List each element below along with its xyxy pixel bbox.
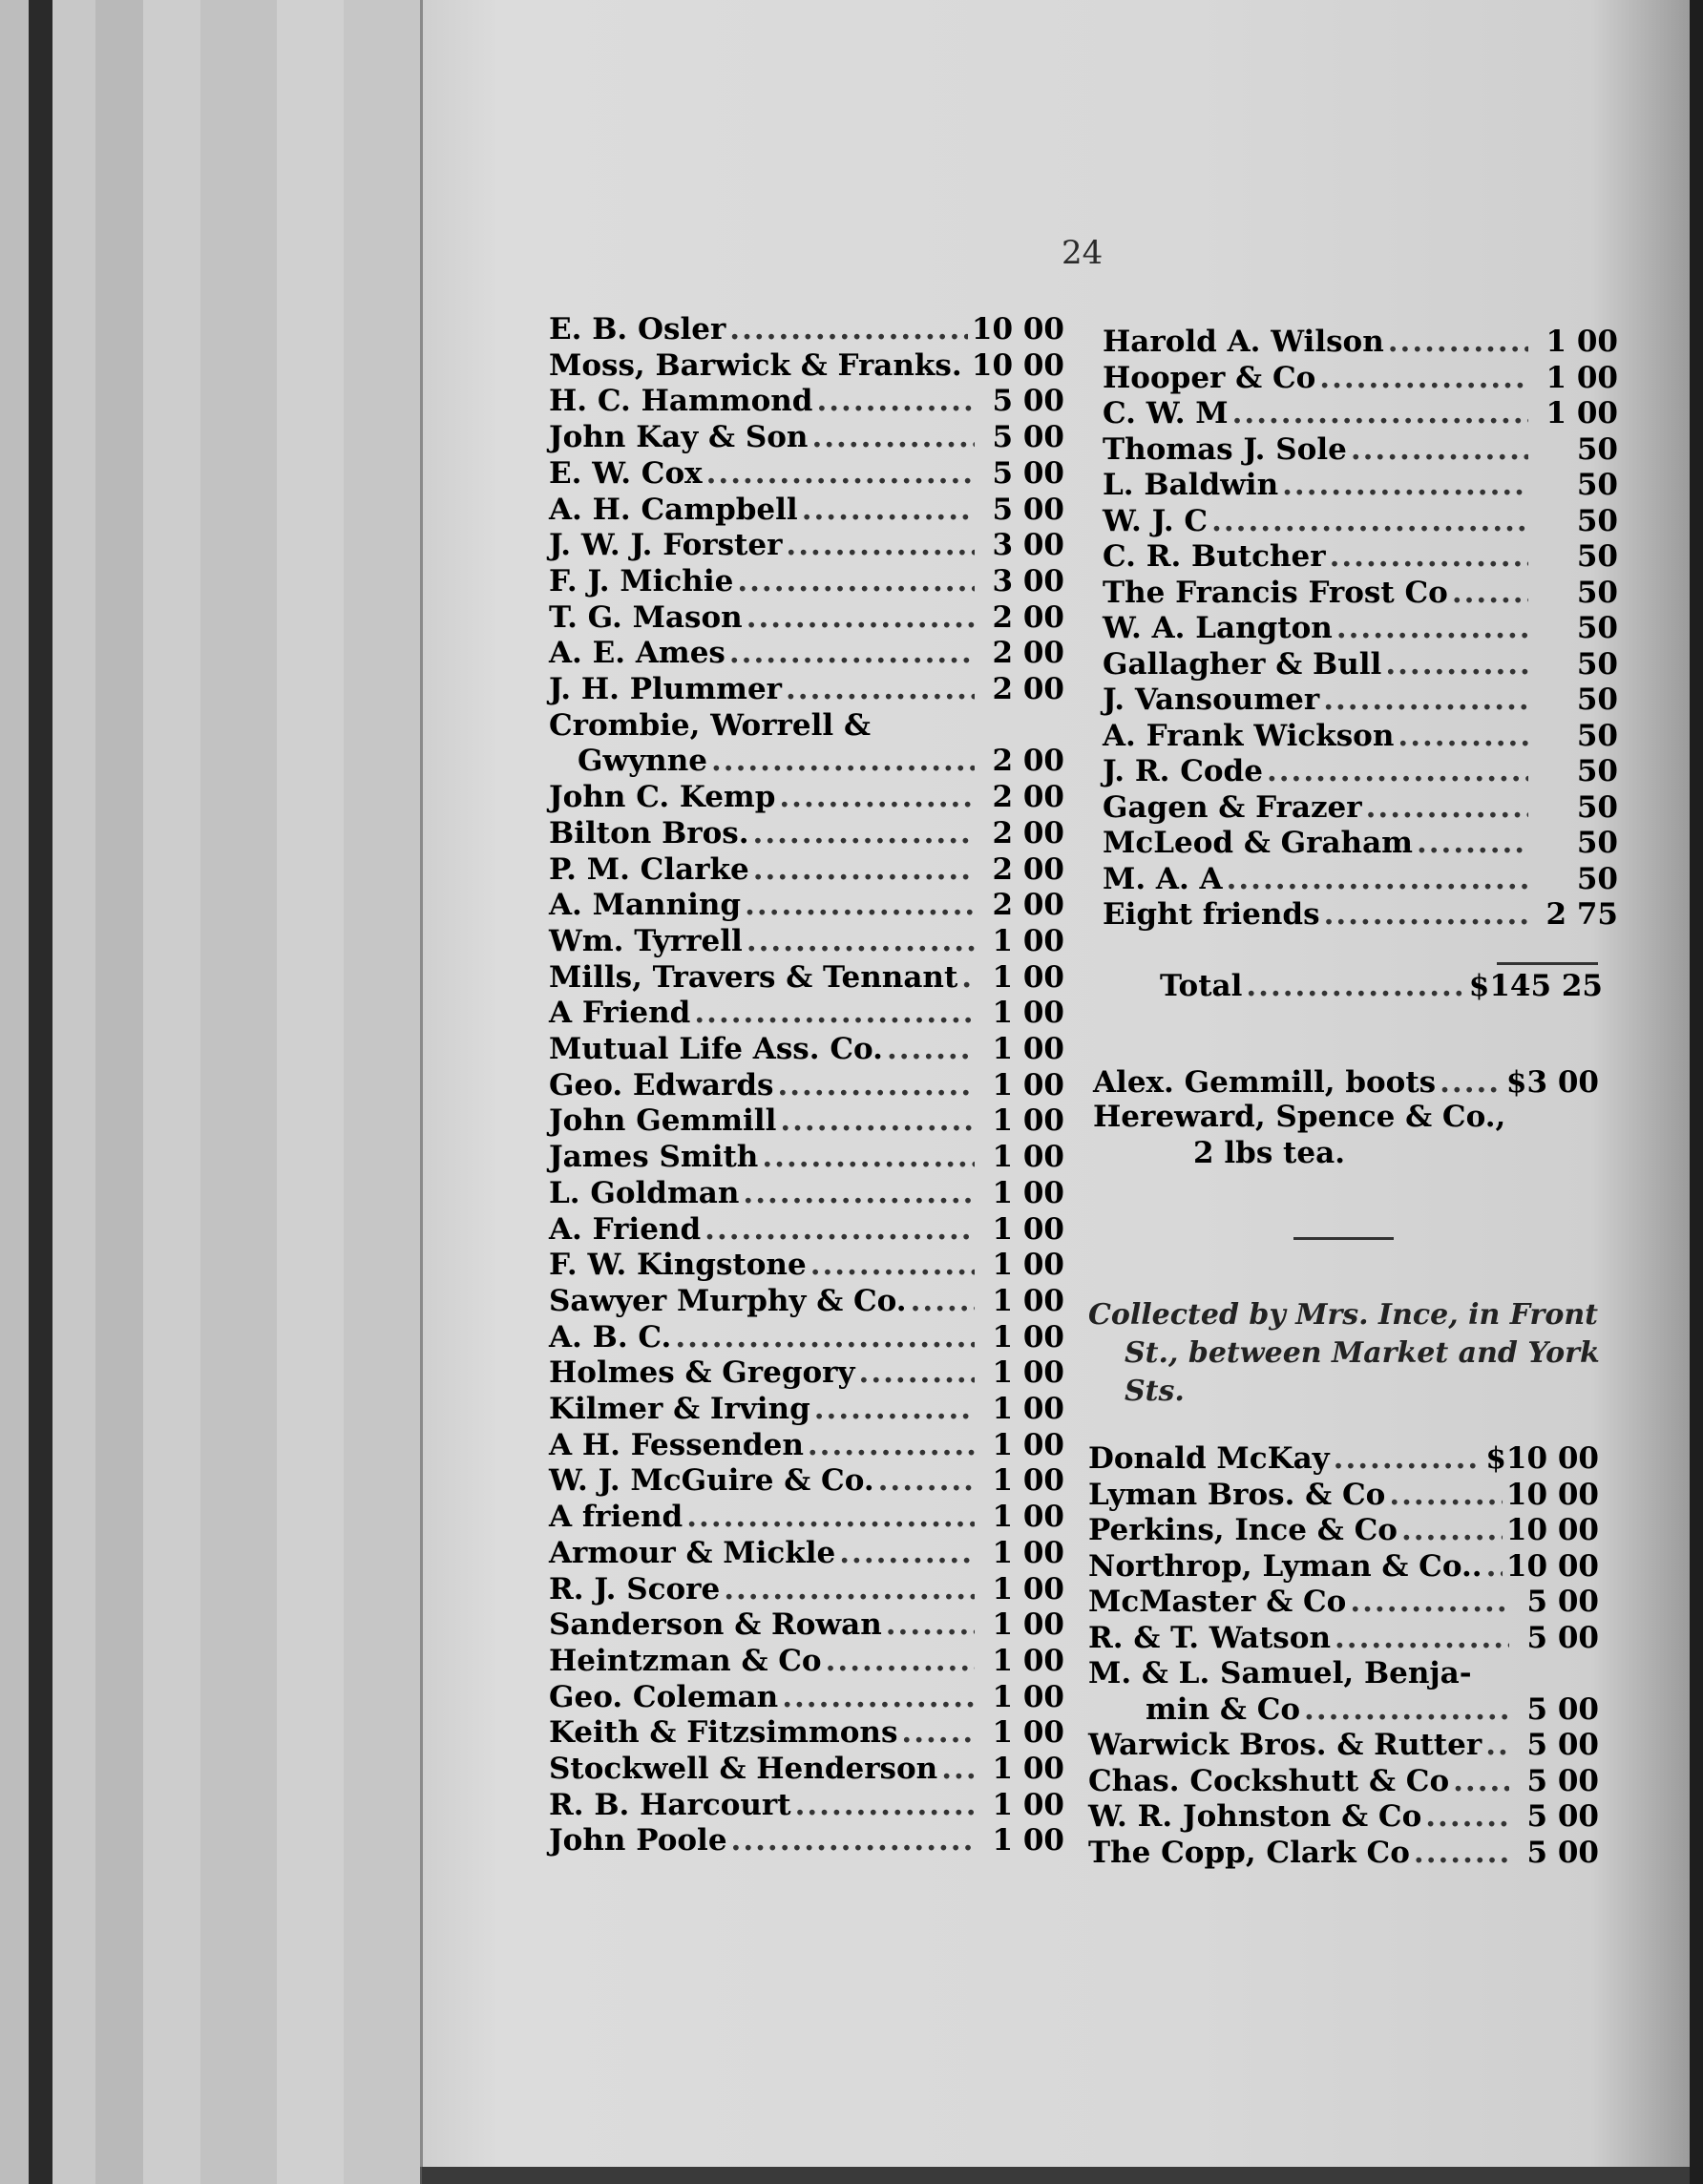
donor-name: R. B. Harcourt	[549, 1787, 791, 1822]
donor-row	[1088, 1764, 1599, 1798]
donor-name: John Kay & Son	[549, 420, 809, 455]
section-note-line-2: St., between Market and York	[1125, 1336, 1600, 1370]
donor-amount: 1 00	[992, 1607, 1064, 1643]
donor-name: John Poole	[549, 1823, 727, 1858]
donor-row	[1103, 862, 1618, 896]
donor-row	[549, 1355, 1064, 1390]
donor-row	[549, 1752, 1064, 1786]
donor-row	[549, 960, 1064, 995]
donor-row	[549, 888, 1064, 922]
donor-name: Mutual Life Ass. Co.	[549, 1032, 883, 1066]
donor-row	[1103, 432, 1618, 467]
donor-name: R. & T. Watson	[1088, 1620, 1331, 1655]
donor-name: Sawyer Murphy & Co.	[549, 1283, 907, 1318]
donor-name: M. A. A	[1103, 861, 1223, 896]
donor-amount: 1 00	[992, 1715, 1064, 1751]
total-amount: $145 25	[1468, 969, 1603, 1003]
donor-row	[1103, 897, 1618, 932]
donor-row	[549, 780, 1064, 814]
donor-name: A. H. Campbell	[549, 492, 798, 527]
donor-name: C. R. Butcher	[1103, 539, 1326, 574]
donor-amount: 50	[1576, 539, 1618, 574]
donor-row	[1103, 396, 1618, 430]
donor-name: E. B. Osler	[549, 312, 726, 346]
donor-amount: 2 00	[992, 815, 1064, 850]
donor-amount: 5 00	[992, 420, 1064, 455]
in-kind-amount: $3 00	[1505, 1065, 1599, 1100]
donor-name: min & Co	[1146, 1691, 1301, 1727]
donor-amount: 50	[1576, 611, 1618, 645]
donor-row	[1103, 325, 1618, 359]
donor-amount: 1 00	[992, 923, 1064, 958]
donor-name: A. E. Ames	[549, 636, 725, 671]
donor-row	[549, 600, 1064, 635]
donor-row	[549, 1536, 1064, 1570]
donor-amount: 1 00	[992, 1140, 1064, 1175]
donor-amount: 2 00	[992, 744, 1064, 779]
donor-name: J. Vansoumer	[1103, 682, 1320, 717]
donor-row	[549, 1572, 1064, 1606]
donor-amount: 10 00	[1505, 1513, 1599, 1547]
donor-name: James Smith	[549, 1140, 759, 1175]
donor-row	[549, 312, 1064, 346]
donor-name: Eight friends	[1103, 897, 1320, 932]
donor-name: Gallagher & Bull	[1103, 646, 1382, 682]
donor-name: A. Frank Wickson	[1103, 718, 1395, 753]
donor-name: Armour & Mickle	[549, 1535, 836, 1570]
donor-name: W. R. Johnston & Co	[1088, 1799, 1422, 1834]
donor-amount: 5 00	[1526, 1763, 1599, 1798]
donor-row	[549, 1823, 1064, 1858]
donor-amount: 1 00	[992, 996, 1064, 1031]
donor-name: McMaster & Co	[1088, 1585, 1347, 1619]
donor-amount: 1 00	[992, 1355, 1064, 1391]
donor-name: Sanderson & Rowan	[549, 1607, 882, 1643]
donor-row	[549, 528, 1064, 562]
donor-row	[549, 1463, 1064, 1498]
donor-name: Harold A. Wilson	[1103, 325, 1384, 359]
donor-amount: 50	[1576, 468, 1618, 502]
donor-row	[549, 996, 1064, 1030]
donor-amount: 50	[1576, 646, 1618, 682]
donor-amount: $10 00	[1485, 1441, 1599, 1476]
donor-name: E. W. Cox	[549, 455, 703, 491]
donor-amount: 1 00	[992, 1392, 1064, 1426]
donor-name: A friend	[549, 1500, 683, 1535]
donor-row	[549, 1500, 1064, 1534]
donor-name: Crombie, Worrell &	[549, 707, 871, 743]
donor-amount: 1 00	[992, 1787, 1064, 1822]
donor-row	[549, 1320, 1064, 1354]
donor-amount: 1 00	[1545, 396, 1618, 430]
section-note	[1088, 1296, 1604, 1411]
donor-row	[549, 1068, 1064, 1102]
donor-name: R. J. Score	[549, 1571, 721, 1606]
donor-row	[1088, 1799, 1599, 1834]
donor-amount: 1 00	[992, 1571, 1064, 1606]
donor-amount: 10 00	[971, 347, 1064, 383]
donor-amount: 5 00	[1526, 1620, 1599, 1655]
donor-row	[549, 493, 1064, 527]
donor-name: A. Friend	[549, 1211, 702, 1247]
donor-row	[578, 744, 1064, 778]
donor-row	[1103, 647, 1618, 682]
donor-name: F. W. Kingstone	[549, 1248, 807, 1283]
donor-row	[549, 348, 1064, 383]
donor-name: J. H. Plummer	[549, 672, 783, 706]
donor-row	[549, 1248, 1064, 1282]
section-divider	[1293, 1237, 1394, 1240]
donor-name: Hooper & Co	[1103, 360, 1316, 395]
donor-amount: 5 00	[1526, 1728, 1599, 1762]
donor-row	[1088, 1441, 1599, 1476]
donor-name: Holmes & Gregory	[549, 1355, 855, 1391]
donor-row	[549, 1032, 1064, 1066]
donor-amount: 2 00	[992, 636, 1064, 671]
donor-amount: 50	[1576, 789, 1618, 825]
donor-amount: 2 00	[992, 672, 1064, 706]
donor-name: Wm. Tyrrell	[549, 923, 743, 958]
donor-row	[1146, 1692, 1599, 1727]
donor-row	[549, 456, 1064, 491]
donor-row	[549, 1284, 1064, 1318]
donor-name: J. W. J. Forster	[549, 528, 783, 563]
donor-name: H. C. Hammond	[549, 384, 813, 419]
donor-amount: 3 00	[992, 528, 1064, 563]
donor-row	[1103, 754, 1618, 788]
donor-name: A Friend	[549, 996, 691, 1031]
donor-row	[549, 1607, 1064, 1642]
donor-amount: 5 00	[992, 492, 1064, 527]
donor-amount: 5 00	[1526, 1585, 1599, 1619]
donor-amount: 50	[1576, 861, 1618, 896]
donor-amount: 1 00	[992, 1679, 1064, 1714]
donor-name: Heintzman & Co	[549, 1643, 822, 1678]
in-kind-name: Alex. Gemmill, boots	[1093, 1065, 1437, 1100]
donor-name: McLeod & Graham	[1103, 826, 1413, 860]
donor-name: Geo. Coleman	[549, 1679, 779, 1714]
donor-name: J. R. Code	[1103, 754, 1263, 788]
donor-row	[1103, 576, 1618, 610]
donor-amount: 10 00	[1505, 1477, 1599, 1512]
donor-amount: 1 00	[992, 1463, 1064, 1499]
donor-row	[1088, 1513, 1599, 1547]
donor-row	[1088, 1728, 1599, 1762]
donor-name: L. Goldman	[549, 1175, 740, 1210]
donor-row	[1103, 611, 1618, 645]
donor-name: A. B. C.	[549, 1319, 672, 1354]
donor-row	[1103, 682, 1618, 717]
donor-row	[549, 1644, 1064, 1678]
donor-amount: 50	[1576, 826, 1618, 860]
donor-row	[549, 1428, 1064, 1462]
donor-amount: 50	[1576, 682, 1618, 717]
donor-row	[1103, 539, 1618, 574]
donor-row	[549, 924, 1064, 958]
donor-name: F. J. Michie	[549, 563, 734, 598]
donor-row	[549, 1680, 1064, 1714]
section-note-line-1: Collected by Mrs. Ince, in Front	[1088, 1298, 1599, 1332]
donor-row	[549, 1788, 1064, 1822]
donor-row	[1088, 1549, 1599, 1584]
donor-amount: 1 00	[992, 1752, 1064, 1786]
donor-amount: 2 75	[1545, 897, 1618, 932]
donor-amount: 1 00	[992, 1319, 1064, 1354]
donor-row	[1088, 1585, 1599, 1619]
donor-row	[549, 1103, 1064, 1138]
page-number: 24	[1062, 234, 1104, 272]
donor-name: Perkins, Ince & Co	[1088, 1513, 1398, 1547]
donor-name: Thomas J. Sole	[1103, 431, 1347, 467]
donor-row	[1103, 790, 1618, 825]
donor-row	[1103, 468, 1618, 502]
donor-row	[549, 816, 1064, 850]
donor-amount: 2 00	[992, 851, 1064, 887]
donor-name: T. G. Mason	[549, 599, 743, 635]
in-kind-line-2: Hereward, Spence & Co.,	[1093, 1100, 1506, 1134]
total-rule	[1497, 962, 1598, 965]
donor-name: Gwynne	[578, 744, 707, 779]
donor-amount: 1 00	[992, 959, 1064, 995]
donor-amount: 5 00	[992, 384, 1064, 419]
donor-amount: 2 00	[992, 599, 1064, 635]
page-binding-shadow	[1690, 0, 1703, 2184]
donor-name: Lyman Bros. & Co	[1088, 1477, 1386, 1512]
donor-amount: 1 00	[992, 1283, 1064, 1318]
donor-amount: 1 00	[1545, 325, 1618, 359]
total-row	[1160, 969, 1603, 1003]
donor-name: L. Baldwin	[1103, 468, 1279, 502]
donor-amount: 1 00	[992, 1248, 1064, 1283]
donor-amount: 1 00	[992, 1427, 1064, 1462]
donor-name: A. Manning	[549, 888, 742, 923]
donor-amount: 50	[1576, 503, 1618, 538]
donor-row	[1103, 504, 1618, 538]
total-label: Total	[1160, 969, 1243, 1003]
donor-amount: 1 00	[992, 1175, 1064, 1210]
donor-amount: 1 00	[992, 1211, 1064, 1247]
donor-amount: 2 00	[992, 888, 1064, 923]
section-note-line-3: Sts.	[1125, 1375, 1185, 1408]
donor-amount: 1 00	[992, 1823, 1064, 1858]
donor-name: Northrop, Lyman & Co..	[1088, 1548, 1482, 1584]
donor-amount: 1 00	[992, 1103, 1064, 1139]
donor-amount: 50	[1576, 575, 1618, 610]
donor-name: The Copp, Clark Co	[1088, 1835, 1410, 1870]
donor-row	[549, 1212, 1064, 1247]
donor-name: Mills, Travers & Tennant	[549, 959, 958, 995]
donor-amount: 1 00	[992, 1535, 1064, 1570]
donor-amount: 5 00	[1526, 1691, 1599, 1727]
donor-name: Gagen & Frazer	[1103, 789, 1362, 825]
donor-row	[1088, 1836, 1599, 1870]
donor-name: Chas. Cockshutt & Co	[1088, 1763, 1450, 1798]
donor-name: Moss, Barwick & Franks.	[549, 347, 962, 383]
donor-name: M. & L. Samuel, Benja-	[1088, 1656, 1472, 1690]
in-kind-row	[1093, 1065, 1599, 1100]
donor-row	[1103, 719, 1618, 753]
donor-name: Stockwell & Henderson	[549, 1752, 938, 1786]
donor-row	[549, 420, 1064, 454]
donor-name: Warwick Bros. & Rutter	[1088, 1728, 1482, 1762]
donor-name: Donald McKay	[1088, 1441, 1330, 1476]
donor-amount: 1 00	[992, 1643, 1064, 1678]
donor-name: W. J. C	[1103, 503, 1209, 538]
donor-name: Geo. Edwards	[549, 1067, 774, 1102]
donor-row	[549, 1715, 1064, 1750]
donor-row	[549, 708, 1064, 743]
donor-row	[549, 1176, 1064, 1210]
donor-row	[1103, 361, 1618, 395]
donor-amount: 1 00	[992, 1032, 1064, 1066]
donor-amount: 5 00	[1526, 1835, 1599, 1870]
donor-amount: 1 00	[992, 1500, 1064, 1535]
donor-name: John C. Kemp	[549, 780, 776, 815]
donor-name: Keith & Fitzsimmons	[549, 1715, 898, 1751]
donor-row	[549, 852, 1064, 887]
donor-amount: 5 00	[992, 455, 1064, 491]
donor-name: W. A. Langton	[1103, 611, 1333, 645]
donor-name: P. M. Clarke	[549, 851, 749, 887]
donor-amount: 5 00	[1526, 1799, 1599, 1834]
donor-row	[1088, 1621, 1599, 1655]
book-page-edges	[0, 0, 430, 2184]
donor-name: W. J. McGuire & Co.	[549, 1463, 874, 1499]
donor-name: The Francis Frost Co	[1103, 575, 1448, 610]
donor-row	[1088, 1656, 1599, 1690]
donor-row	[1088, 1478, 1599, 1512]
donor-amount: 50	[1576, 754, 1618, 788]
donor-row	[549, 672, 1064, 706]
donor-row	[549, 1392, 1064, 1426]
donor-amount: 50	[1576, 431, 1618, 467]
donor-amount: 1 00	[992, 1067, 1064, 1102]
donor-name: C. W. M	[1103, 396, 1229, 430]
donor-amount: 2 00	[992, 780, 1064, 815]
donor-row	[549, 564, 1064, 598]
donor-amount: 3 00	[992, 563, 1064, 598]
donor-amount: 10 00	[1505, 1548, 1599, 1584]
donor-amount: 1 00	[1545, 360, 1618, 395]
donor-name: Bilton Bros.	[549, 815, 749, 850]
donor-amount: 50	[1576, 718, 1618, 753]
donor-row	[549, 636, 1064, 670]
in-kind-line-3: 2 lbs tea.	[1193, 1136, 1345, 1170]
donor-name: Kilmer & Irving	[549, 1392, 810, 1426]
donor-name: John Gemmill	[549, 1103, 777, 1139]
donor-row	[549, 384, 1064, 418]
donor-row	[549, 1140, 1064, 1174]
donor-name: A H. Fessenden	[549, 1427, 804, 1462]
donor-row	[1103, 826, 1618, 860]
donor-amount: 10 00	[971, 312, 1064, 346]
